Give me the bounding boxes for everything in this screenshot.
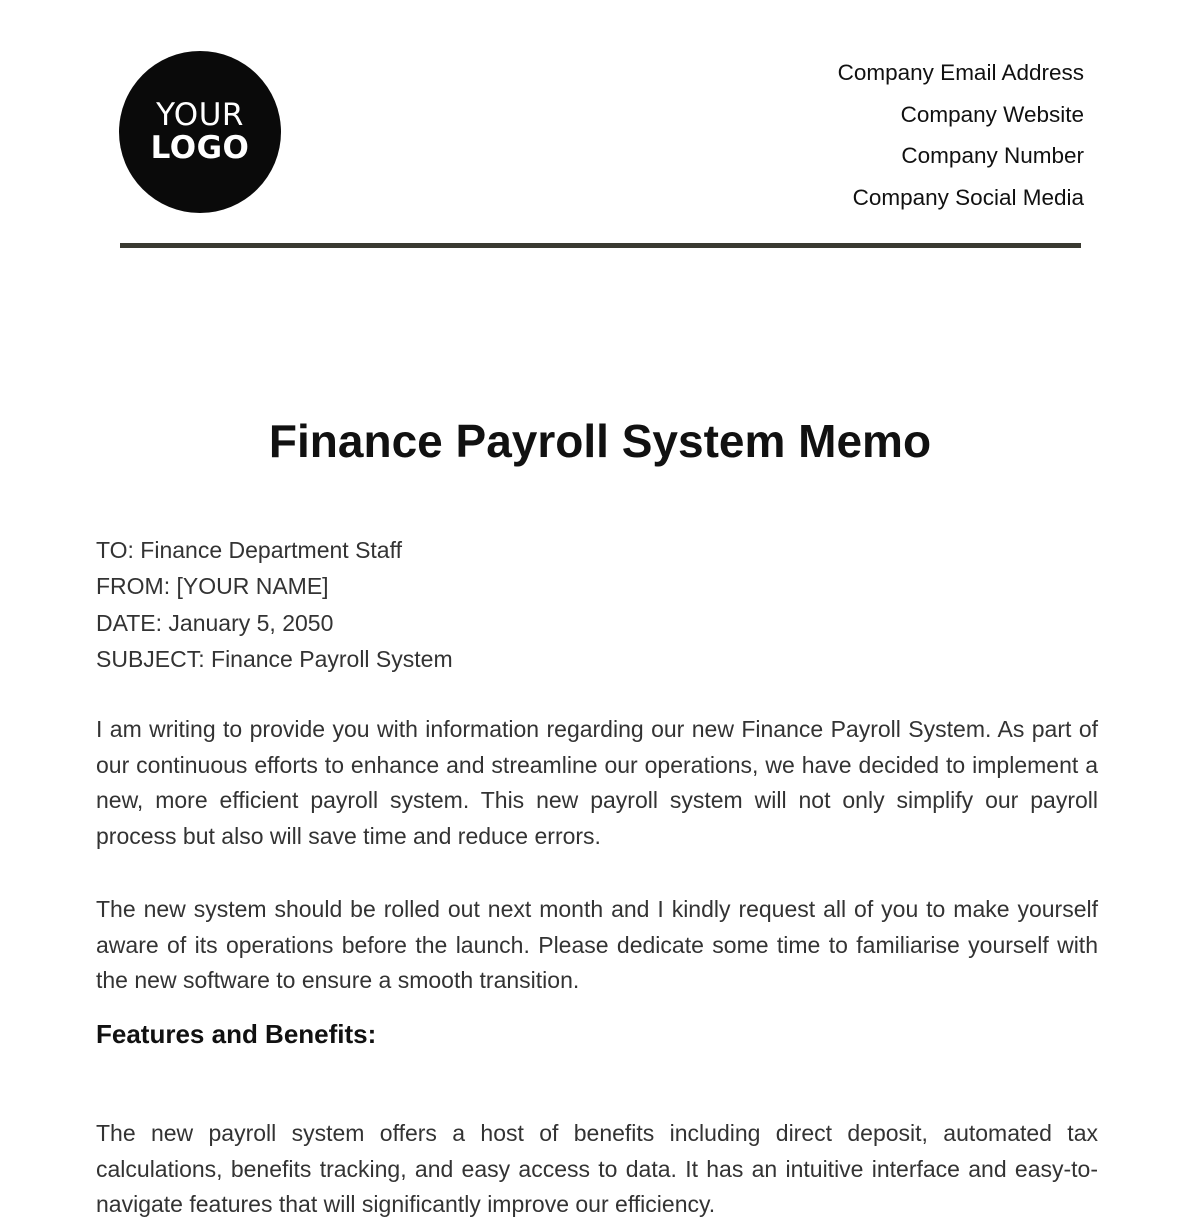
logo-text-line2: LOGO	[150, 130, 250, 166]
memo-date: DATE: January 5, 2050	[96, 609, 334, 636]
company-email: Company Email Address	[837, 60, 1084, 85]
body-paragraph-rollout: The new system should be rolled out next month and I kindly request all of you to make yourself aware of its operations before the launch. Please dedicate some time to familiarise yourself with the new software to ensure a smooth transition.	[96, 896, 1098, 994]
company-number: Company Number	[901, 143, 1084, 168]
company-website: Company Website	[900, 101, 1084, 127]
company-social-media: Company Social Media	[852, 184, 1084, 210]
memo-to: TO: Finance Department Staff	[96, 537, 402, 563]
memo-title: Finance Payroll System Memo	[268, 415, 932, 467]
memo-meta	[96, 532, 453, 677]
features-heading: Features and Benefits:	[96, 1019, 377, 1049]
company-logo	[119, 51, 281, 213]
company-contact-block	[838, 52, 1084, 218]
logo-text-line1: YOUR	[156, 97, 244, 134]
memo-from: FROM: [YOUR NAME]	[96, 573, 329, 600]
body-paragraph-intro: I am writing to provide you with information regarding our new Finance Payroll System. As part of our continuous efforts to enhance and streamline our operations, we have decided to implement a new, more efficient payroll system. This new payroll system will not only simplify our payroll process but also will save time and reduce errors.	[96, 716, 1098, 849]
header-divider	[120, 243, 1081, 248]
memo-subject: SUBJECT: Finance Payroll System	[96, 645, 453, 672]
body-paragraph-features: The new payroll system offers a host of benefits including direct deposit, automated tax calculations, benefits tracking, and easy access to data. It has an intuitive interface and easy-to-navigate features that will significantly improve our efficiency.	[96, 1120, 1098, 1218]
